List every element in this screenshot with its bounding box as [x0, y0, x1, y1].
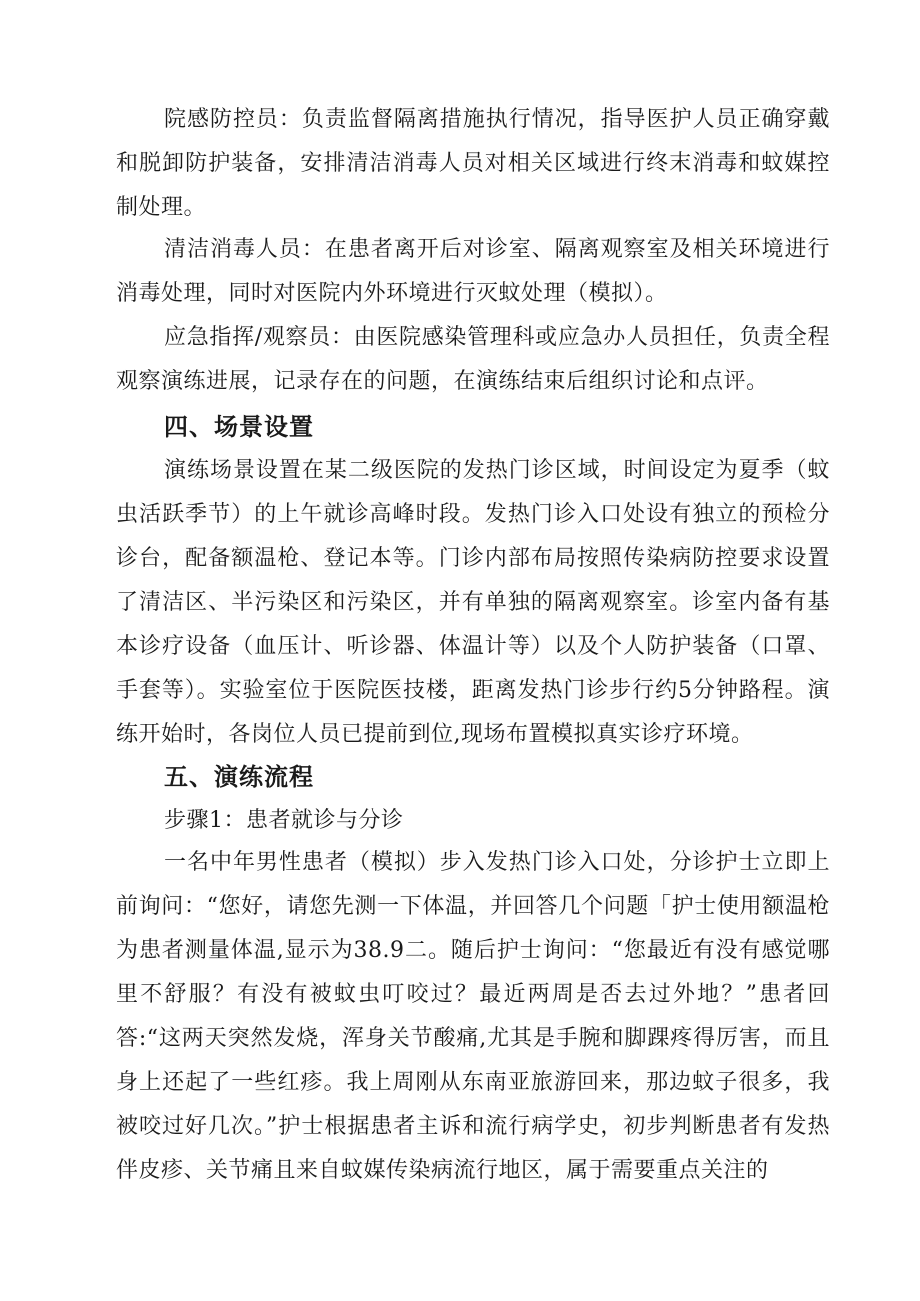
- step-1-title: 步骤1：患者就诊与分诊: [164, 808, 404, 833]
- section-heading-drill-process: 五、演练流程: [164, 763, 314, 791]
- paragraph-cleaning-staff: 清洁消毒人员：在患者离开后对诊室、隔离观察室及相关环境进行消毒处理，同时对医院内外环境进行灭蚊处理（模拟）。: [116, 237, 830, 306]
- paragraph-infection-control-officer: 院感防控员：负责监督隔离措施执行情况，指导医护人员正确穿戴和脱卸防护装备，安排清洁消毒人员对相关区域进行终末消毒和蚊媒控制处理。: [116, 107, 830, 220]
- paragraph-observer: 应急指挥/观察员：由医院感染管理科或应急办人员担任，负责全程观察演练进展，记录存在的问题，在演练结束后组织讨论和点评。: [116, 325, 830, 394]
- paragraph-scene-description: 演练场景设置在某二级医院的发热门诊区域，时间设定为夏季（蚊虫活跃季节）的上午就诊高峰时段。发热门诊入口处设有独立的预检分诊台，配备额温枪、登记本等。门诊内部布局按照传染病防控要求设置了清洁区、半污染区和污染区，并有单独的隔离观察室。诊室内备有基本诊疗设备（血压计、听诊器、体温计等）以及个人防护装备（口罩、手套等）。实验室位于医院医技楼，距离发热门诊步行约5分钟路程。演练开始时，各岗位人员已提前到位,现场布置模拟真实诊疗环境。: [116, 458, 830, 747]
- paragraph-step-1-body: 一名中年男性患者（模拟）步入发热门诊入口处，分诊护士立即上前询问：“您好，请您先测一下体温，并回答几个问题「护士使用额温枪为患者测量体温,显示为38.9二。随后护士询问：“您最近有没有感觉哪里不舒服？有没有被蚊虫叮咬过？最近两周是否去过外地？”患者回答:“这两天突然发烧，浑身关节酸痛,尤其是手腕和脚踝疼得厉害，而且身上还起了一些红疹。我上周刚从东南亚旅游回来，那边蚊子很多，我被咬过好几次。”护士根据患者主诉和流行病学史，初步判断患者有发热伴皮疹、关节痛且来自蚊媒传染病流行地区，属于需要重点关注的: [116, 850, 830, 1183]
- section-heading-scene-setup: 四、场景设置: [164, 413, 314, 441]
